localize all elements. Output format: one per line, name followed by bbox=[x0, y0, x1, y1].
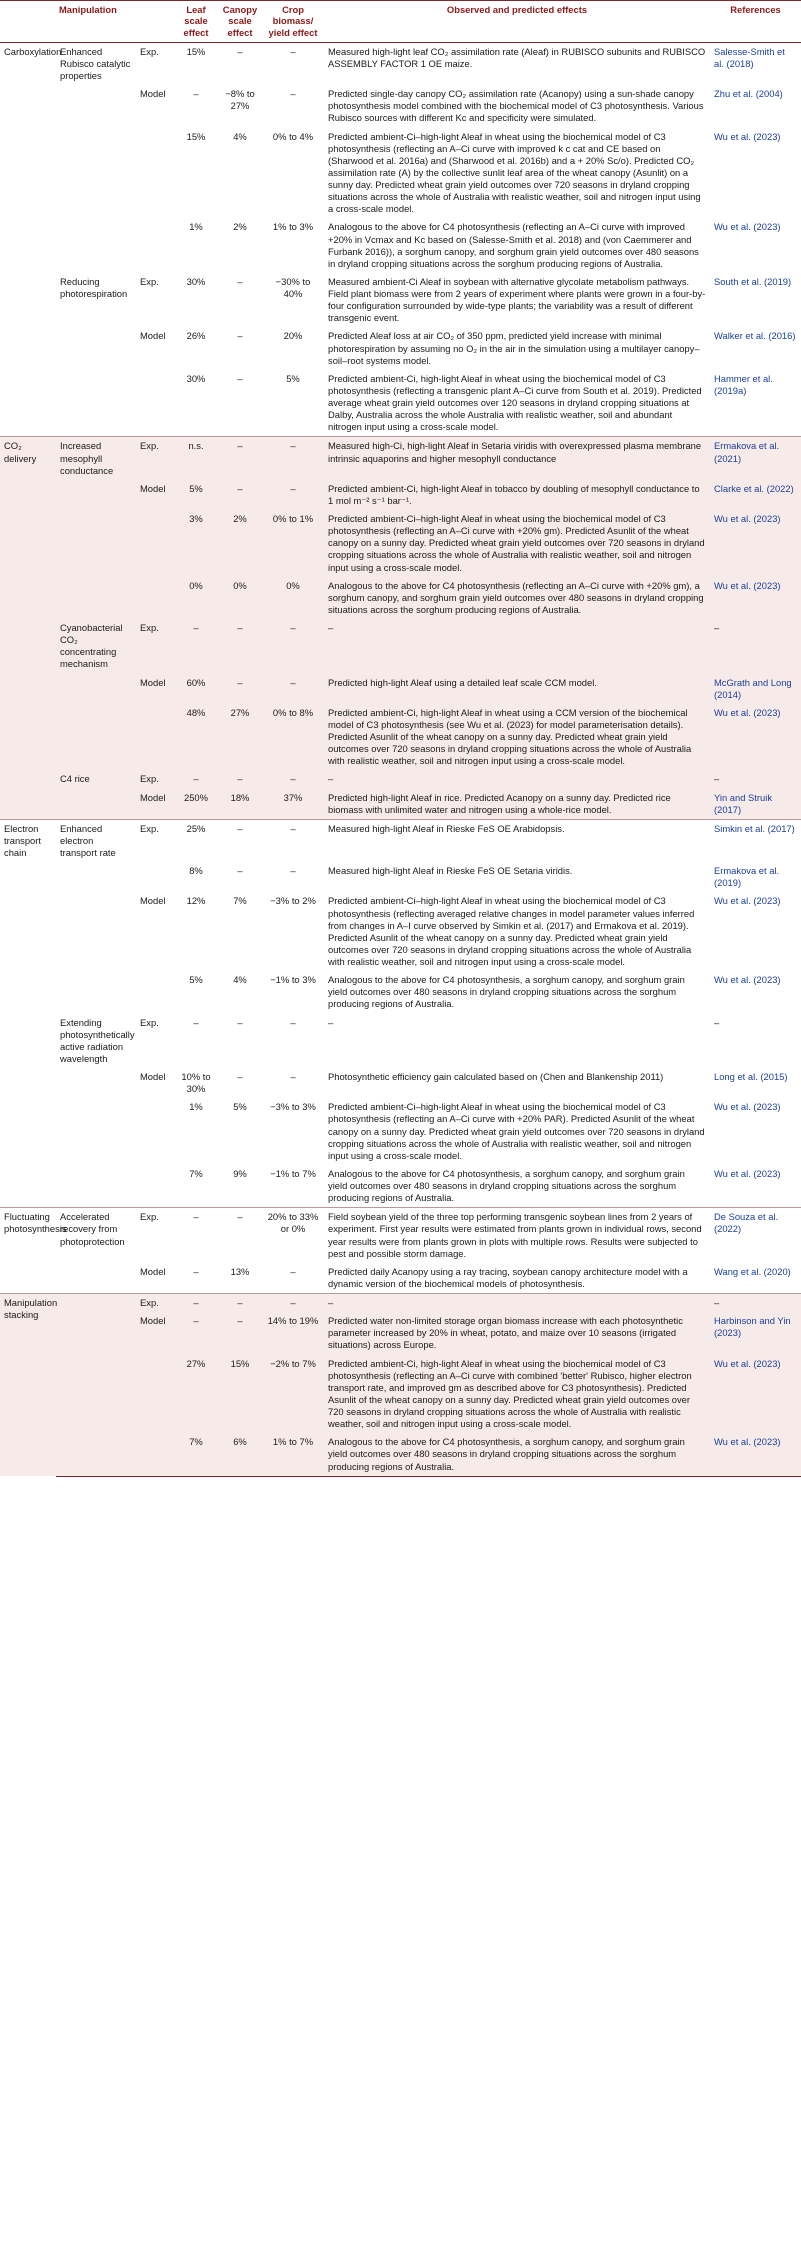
study-type-cell: Model bbox=[136, 789, 174, 820]
table-row bbox=[0, 1263, 801, 1294]
crop-effect-cell: −3% to 2% bbox=[270, 895, 316, 907]
manipulation-cell bbox=[56, 480, 136, 510]
leaf-effect-cell: 30% bbox=[186, 275, 206, 287]
leaf-effect-cell: – bbox=[174, 619, 218, 674]
study-type-cell: Exp. bbox=[136, 437, 174, 480]
canopy-effect-cell: – bbox=[237, 330, 243, 342]
study-type-cell: Exp. bbox=[136, 1294, 174, 1313]
table-row bbox=[0, 128, 801, 219]
canopy-effect-cell: – bbox=[218, 437, 262, 480]
crop-effect-cell: −2% to 7% bbox=[262, 1355, 324, 1434]
study-type-cell bbox=[136, 862, 174, 892]
leaf-effect-cell: 8% bbox=[189, 865, 203, 877]
observed-effect-cell: Predicted Aleaf loss at air CO₂ of 350 ppm, predicted yield increase with minimal photorespiration by assuming no O₂ in the air in the simulation using a multilayer canopy–soil–root systems model. bbox=[328, 330, 700, 366]
canopy-effect-cell: – bbox=[218, 1208, 262, 1263]
canopy-effect-cell: −8% to 27% bbox=[225, 88, 255, 112]
crop-effect-cell: – bbox=[262, 42, 324, 85]
study-type-cell: Model bbox=[140, 88, 166, 100]
leaf-effect-cell: 12% bbox=[186, 895, 206, 907]
crop-effect-cell: 14% to 19% bbox=[262, 1312, 324, 1354]
study-type-cell bbox=[136, 577, 174, 619]
crop-effect-cell: 5% bbox=[286, 372, 300, 384]
study-type-cell bbox=[136, 1433, 174, 1476]
canopy-effect-cell: 4% bbox=[233, 130, 247, 142]
header-category bbox=[0, 1, 56, 43]
manipulation-cell bbox=[56, 674, 136, 704]
table-row bbox=[0, 819, 801, 862]
reference-cell[interactable]: Wu et al. (2023) bbox=[714, 974, 781, 986]
canopy-effect-cell: 7% bbox=[233, 895, 247, 907]
study-type-cell: Exp. bbox=[136, 770, 174, 788]
crop-effect-cell: 37% bbox=[262, 789, 324, 820]
table-row bbox=[0, 577, 801, 619]
table-row bbox=[0, 971, 801, 1013]
study-type-cell bbox=[136, 510, 174, 577]
observed-effect-cell: Measured high-light Aleaf in Rieske FeS OE Arabidopsis. bbox=[324, 819, 710, 862]
reference-cell[interactable]: Wu et al. (2023) bbox=[710, 577, 801, 619]
crop-effect-cell: – bbox=[262, 674, 324, 704]
manipulation-cell bbox=[56, 1165, 136, 1208]
manipulation-cell: Increased mesophyll conductance bbox=[56, 437, 136, 480]
crop-effect-cell: −3% to 3% bbox=[270, 1101, 316, 1113]
canopy-effect-cell: 18% bbox=[218, 789, 262, 820]
reference-cell[interactable]: Wu et al. (2023) bbox=[714, 130, 781, 142]
study-type-cell: Model bbox=[136, 1312, 174, 1354]
canopy-effect-cell: 27% bbox=[218, 704, 262, 771]
table-row bbox=[0, 218, 801, 273]
leaf-effect-cell: 1% bbox=[189, 221, 203, 233]
table-row bbox=[0, 480, 801, 510]
observed-effect-cell: Analogous to the above for C4 photosynthesis, a sorghum canopy, and sorghum grain yield outcomes over 480 seasons in dryland cropping situations across the sorghum producing regions of Australia. bbox=[324, 1433, 710, 1476]
manipulation-cell bbox=[56, 218, 136, 273]
study-type-cell bbox=[136, 1098, 174, 1165]
crop-effect-cell: 20% to 33% or 0% bbox=[262, 1208, 324, 1263]
observed-effect-cell: – bbox=[328, 1016, 334, 1028]
observed-effect-cell: Analogous to the above for C4 photosynthesis, a sorghum canopy, and sorghum grain yield outcomes over 480 seasons in dryland cropping situations across the sorghum producing regions of Australia. bbox=[328, 974, 685, 1010]
crop-effect-cell: – bbox=[290, 88, 296, 100]
canopy-effect-cell: 15% bbox=[218, 1355, 262, 1434]
table-row bbox=[0, 1098, 801, 1165]
table-row bbox=[0, 619, 801, 674]
reference-cell[interactable]: Zhu et al. (2004) bbox=[714, 88, 783, 100]
crop-effect-cell: 1% to 3% bbox=[272, 221, 314, 233]
table-row bbox=[0, 85, 801, 127]
table-row bbox=[0, 1433, 801, 1476]
leaf-effect-cell: – bbox=[174, 770, 218, 788]
manipulation-cell bbox=[56, 1312, 136, 1354]
observed-effect-cell: Predicted single-day canopy CO₂ assimilation rate (Acanopy) using a sun-shade canopy photosynthesis model combined with the biochemical model of C3 photosynthesis. Various Rubisco sources with different Kc and specificity were simulated. bbox=[328, 88, 704, 124]
leaf-effect-cell: 30% bbox=[186, 372, 206, 384]
canopy-effect-cell: – bbox=[218, 619, 262, 674]
table-row bbox=[0, 892, 801, 971]
category-cell: Electron transport chain bbox=[0, 819, 56, 1208]
manipulation-cell: Reducing photorespiration bbox=[60, 275, 128, 300]
study-type-cell: Model bbox=[140, 1265, 166, 1277]
observed-effect-cell: Analogous to the above for C4 photosynthesis (reflecting an A–Ci curve with improved +20% in Vcmax and Kc based on (Salesse-Smith et al. 2018) and (von Caemmerer and Furbank 2016)), a sorghum canopy, and sorghum grain yield outcomes over 480 seasons in dryland cropping situations across the sorghum producing regions of Australia. bbox=[328, 221, 699, 269]
study-type-cell bbox=[136, 1165, 174, 1208]
observed-effect-cell: – bbox=[324, 770, 710, 788]
study-type-cell: Model bbox=[136, 480, 174, 510]
crop-effect-cell: – bbox=[262, 437, 324, 480]
crop-effect-cell: – bbox=[262, 770, 324, 788]
reference-cell[interactable]: Wu et al. (2023) bbox=[710, 1433, 801, 1476]
reference-cell[interactable]: Wu et al. (2023) bbox=[714, 1101, 781, 1113]
observed-effect-cell: Field soybean yield of the three top performing transgenic soybean lines from 2 years of experiment. First year results were estimated from plants grown in individual rows, second year results were from plants grown in plots with multiple rows. Results were subjected to pest and possible storm damage. bbox=[324, 1208, 710, 1263]
observed-effect-cell: Predicted ambient-Ci, high-light Aleaf in wheat using the biochemical model of C3 photosynthesis (reflecting an A–Ci curve with combined 'better' Rubisco, higher electron transport rate, and improved gm as described above for C3 photosynthesis). Predicted Asunlit of the wheat canopy on a sunny day. Predicted wheat grain yield outcomes over 720 seasons in dryland cropping situations across the whole of Australia with realistic weather, soil and nitrogen input using a cross-scale model. bbox=[324, 1355, 710, 1434]
study-type-cell bbox=[136, 704, 174, 771]
canopy-effect-cell: 0% bbox=[218, 577, 262, 619]
observed-effect-cell: Predicted high-light Aleaf using a detailed leaf scale CCM model. bbox=[324, 674, 710, 704]
manipulation-cell bbox=[56, 1098, 136, 1165]
category-cell: Manipulation stacking bbox=[0, 1294, 56, 1477]
canopy-effect-cell: 2% bbox=[233, 221, 247, 233]
crop-effect-cell: 1% to 7% bbox=[262, 1433, 324, 1476]
manipulation-cell bbox=[56, 862, 136, 892]
leaf-effect-cell: – bbox=[193, 1265, 199, 1277]
manipulation-cell bbox=[56, 1433, 136, 1476]
canopy-effect-cell: 2% bbox=[218, 510, 262, 577]
canopy-effect-cell: 4% bbox=[233, 974, 247, 986]
crop-effect-cell: 0% to 1% bbox=[262, 510, 324, 577]
crop-effect-cell: – bbox=[262, 1294, 324, 1313]
canopy-effect-cell: – bbox=[237, 1071, 243, 1083]
reference-cell[interactable]: Wu et al. (2023) bbox=[710, 510, 801, 577]
canopy-effect-cell: – bbox=[218, 480, 262, 510]
leaf-effect-cell: 10% to 30% bbox=[181, 1071, 211, 1095]
reference-cell[interactable]: McGrath and Long (2014) bbox=[710, 674, 801, 704]
manipulation-cell bbox=[56, 370, 136, 437]
leaf-effect-cell: 7% bbox=[174, 1433, 218, 1476]
canopy-effect-cell: – bbox=[237, 1016, 243, 1028]
reference-cell: – bbox=[714, 1016, 720, 1028]
header-leaf-scale: Leaf scale effect bbox=[174, 1, 218, 43]
leaf-effect-cell: 48% bbox=[174, 704, 218, 771]
manipulation-cell bbox=[56, 128, 136, 219]
reference-cell: – bbox=[710, 1294, 801, 1313]
canopy-effect-cell: 9% bbox=[233, 1167, 247, 1179]
canopy-effect-cell: 6% bbox=[218, 1433, 262, 1476]
canopy-effect-cell: – bbox=[218, 674, 262, 704]
observed-effect-cell: Analogous to the above for C4 photosynthesis, a sorghum canopy, and sorghum grain yield outcomes over 480 seasons in dryland cropping situations across the sorghum producing regions of Australia. bbox=[328, 1167, 685, 1204]
observed-effect-cell: Predicted ambient-Ci, high-light Aleaf in tobacco by doubling of mesophyll conductance to 1 mol m⁻² s⁻¹ bar⁻¹. bbox=[324, 480, 710, 510]
table-row bbox=[0, 1208, 801, 1263]
table-row bbox=[0, 1312, 801, 1354]
study-type-cell: Model bbox=[140, 1071, 166, 1083]
manipulation-cell bbox=[56, 1263, 136, 1294]
header-crop-effect: Crop biomass/ yield effect bbox=[262, 1, 324, 43]
table-row bbox=[0, 1355, 801, 1434]
reference-cell[interactable]: Simkin et al. (2017) bbox=[710, 819, 801, 862]
study-type-cell bbox=[136, 128, 174, 219]
table-row bbox=[0, 1294, 801, 1313]
crop-effect-cell: −30% to 40% bbox=[275, 275, 311, 300]
manipulation-cell bbox=[56, 327, 136, 369]
leaf-effect-cell: 25% bbox=[174, 819, 218, 862]
canopy-effect-cell: – bbox=[237, 865, 243, 877]
header-observed-effects: Observed and predicted effects bbox=[324, 1, 710, 43]
crop-effect-cell: −1% to 3% bbox=[270, 974, 316, 986]
observed-effect-cell: Predicted ambient-Ci–high-light Aleaf in wheat using the biochemical model of C3 photosynthesis (reflecting averaged relative changes in model parameter values inferred from changes in A–I curve observed by Simkin et al. (2017) and Ermakova et al. 2019). Predicted Asunlit of the wheat canopy on a sunny day. Predicted wheat grain yield outcomes over 720 seasons in dryland cropping situations across the whole of Australia with realistic weather, soil and nitrogen input using a cross-scale model. bbox=[328, 895, 695, 968]
manipulation-cell bbox=[56, 1355, 136, 1434]
reference-cell[interactable]: Wu et al. (2023) bbox=[714, 221, 781, 233]
table-row bbox=[0, 273, 801, 328]
table-header bbox=[0, 1, 801, 43]
table-row bbox=[0, 1165, 801, 1208]
study-type-cell: Exp. bbox=[140, 275, 159, 287]
manipulation-cell bbox=[56, 577, 136, 619]
study-type-cell bbox=[136, 218, 174, 273]
reference-cell[interactable]: Harbinson and Yin (2023) bbox=[710, 1312, 801, 1354]
manipulation-cell bbox=[56, 1294, 136, 1313]
manipulation-cell bbox=[56, 85, 136, 127]
observed-effect-cell: Predicted daily Acanopy using a ray tracing, soybean canopy architecture model with a dynamic version of the biochemical models of photosynthesis. bbox=[328, 1265, 688, 1289]
reference-cell[interactable]: Wu et al. (2023) bbox=[714, 895, 781, 907]
reference-cell[interactable]: Ermakova et al. (2021) bbox=[710, 437, 801, 480]
table-row bbox=[0, 770, 801, 788]
reference-cell[interactable]: Wu et al. (2023) bbox=[714, 1167, 781, 1179]
table-row bbox=[0, 1068, 801, 1098]
category-cell: Fluctuating photosynthesis bbox=[0, 1208, 56, 1294]
study-type-cell: Model bbox=[140, 330, 166, 342]
observed-effect-cell: Predicted ambient-Ci, high-light Aleaf in wheat using a CCM version of the biochemical model of C3 photosynthesis (see Wu et al. (2023) for model parameterisation details). Predicted Asunlit of the wheat canopy on a sunny day. Predicted wheat grain yield outcomes over 720 seasons in dryland cropping situations across the whole of Australia with realistic weather, soil and nitrogen input using a cross-scale model. bbox=[324, 704, 710, 771]
leaf-effect-cell: – bbox=[174, 1312, 218, 1354]
header-references: References bbox=[710, 1, 801, 43]
leaf-effect-cell: 5% bbox=[174, 480, 218, 510]
canopy-effect-cell: – bbox=[218, 819, 262, 862]
table-row bbox=[0, 704, 801, 771]
table-body bbox=[0, 42, 801, 1476]
study-type-cell bbox=[136, 370, 174, 437]
table-row bbox=[0, 510, 801, 577]
crop-effect-cell: 0% to 8% bbox=[262, 704, 324, 771]
observed-effect-cell: Analogous to the above for C4 photosynthesis (reflecting an A–Ci curve with +20% gm), a sorghum canopy, and sorghum grain yield outcomes over 480 seasons in dryland cropping situations across the sorghum producing regions of Australia. bbox=[324, 577, 710, 619]
observed-effect-cell: Measured high-light leaf CO₂ assimilation rate (Aleaf) in RUBISCO subunits and RUBISCO ASSEMBLY FACTOR 1 OE maize. bbox=[324, 42, 710, 85]
reference-cell[interactable]: South et al. (2019) bbox=[714, 275, 792, 287]
observed-effect-cell: Predicted ambient-Ci–high-light Aleaf in wheat using the biochemical model of C3 photosynthesis (reflecting an A–Ci curve with +20% PAR). Predicted Asunlit of the wheat canopy on a sunny day. Predicted wheat grain yield outcomes over 720 seasons in dryland cropping situations across the whole of Australia with realistic weather, soil and nitrogen input using a cross-scale model. bbox=[328, 1101, 705, 1161]
canopy-effect-cell: – bbox=[237, 372, 243, 384]
reference-cell[interactable]: Wang et al. (2020) bbox=[714, 1265, 791, 1277]
reference-cell[interactable]: Walker et al. (2016) bbox=[714, 330, 796, 342]
study-type-cell: Exp. bbox=[136, 1208, 174, 1263]
canopy-effect-cell: – bbox=[237, 275, 243, 287]
observed-effect-cell: – bbox=[324, 1294, 710, 1313]
observed-effect-cell: Measured high-Ci, high-light Aleaf in Setaria viridis with overexpressed plasma membrane intrinsic aquaporins and higher mesophyll conductance bbox=[324, 437, 710, 480]
leaf-effect-cell: 250% bbox=[174, 789, 218, 820]
observed-effect-cell: Predicted high-light Aleaf in rice. Predicted Acanopy on a sunny day. Predicted rice biomass with unlimited water and nitrogen using a whole-rice model. bbox=[324, 789, 710, 820]
observed-effect-cell: Predicted ambient-Ci–high-light Aleaf in wheat using the biochemical model of C3 photosynthesis (reflecting an A–Ci curve with +20% gm). Predicted Asunlit of the wheat canopy on a sunny day. Predicted wheat grain yield outcomes over 720 seasons in dryland cropping situations across the whole of Australia with realistic weather, soil and nitrogen input using a cross-scale model. bbox=[324, 510, 710, 577]
manipulation-cell bbox=[56, 971, 136, 1013]
table-row bbox=[0, 437, 801, 480]
leaf-effect-cell: – bbox=[193, 1016, 199, 1028]
study-type-cell: Exp. bbox=[136, 619, 174, 674]
manipulation-cell bbox=[56, 510, 136, 577]
header-manipulation: Manipulation bbox=[56, 1, 136, 43]
observed-effect-cell: Predicted ambient-Ci–high-light Aleaf in wheat using the biochemical model of C3 photosynthesis (reflecting an A–Ci curve with improved k c cat and CE based on (Sharwood et al. 2016a) and (Sharwood et al. 2016b) and a + 20% Sc/o). Predicted CO₂ assimilation rate (A) by the collective sunlit leaf area of the wheat canopy (Asunlit) on a sunny day. Predicted wheat grain yield outcomes over 720 seasons in dryland cropping situations across the whole of Australia with realistic weather, soil and nitrogen input using a cross-scale model. bbox=[328, 130, 701, 215]
leaf-effect-cell: n.s. bbox=[174, 437, 218, 480]
reference-cell[interactable]: Clarke et al. (2022) bbox=[710, 480, 801, 510]
reference-cell[interactable]: Hammer et al. (2019a) bbox=[714, 372, 773, 396]
crop-effect-cell: – bbox=[262, 480, 324, 510]
manipulation-cell: Enhanced Rubisco catalytic properties bbox=[56, 42, 136, 85]
header-canopy-scale: Canopy scale effect bbox=[218, 1, 262, 43]
reference-cell[interactable]: Ermakova et al. (2019) bbox=[714, 865, 780, 889]
leaf-effect-cell: – bbox=[193, 88, 199, 100]
canopy-effect-cell: – bbox=[218, 1294, 262, 1313]
leaf-effect-cell: 0% bbox=[174, 577, 218, 619]
crop-effect-cell: – bbox=[290, 1265, 296, 1277]
study-type-cell: Exp. bbox=[136, 819, 174, 862]
manipulation-cell: Enhanced electron transport rate bbox=[56, 819, 136, 862]
crop-effect-cell: – bbox=[290, 865, 296, 877]
manipulation-cell bbox=[56, 892, 136, 971]
crop-effect-cell: 0% to 4% bbox=[272, 130, 314, 142]
canopy-effect-cell: 13% bbox=[230, 1265, 250, 1277]
crop-effect-cell: – bbox=[262, 819, 324, 862]
observed-effect-cell: Predicted water non-limited storage organ biomass increase with each photosynthetic parameter increased by 20% in wheat, potato, and maize over 10 seasons (irrigated situations) across Europe. bbox=[324, 1312, 710, 1354]
leaf-effect-cell: 15% bbox=[174, 42, 218, 85]
canopy-effect-cell: 5% bbox=[233, 1101, 247, 1113]
table-row bbox=[0, 370, 801, 437]
observed-effect-cell: Measured high-light Aleaf in Rieske FeS OE Setaria viridis. bbox=[328, 865, 573, 877]
leaf-effect-cell: 60% bbox=[174, 674, 218, 704]
reference-cell[interactable]: Wu et al. (2023) bbox=[710, 1355, 801, 1434]
leaf-effect-cell: 15% bbox=[186, 130, 206, 142]
reference-cell[interactable]: Yin and Struik (2017) bbox=[710, 789, 801, 820]
leaf-effect-cell: 27% bbox=[174, 1355, 218, 1434]
canopy-effect-cell: – bbox=[218, 1312, 262, 1354]
crop-effect-cell: 20% bbox=[283, 330, 303, 342]
table-row bbox=[0, 1014, 801, 1069]
crop-effect-cell: – bbox=[290, 1071, 296, 1083]
table-row bbox=[0, 674, 801, 704]
manipulation-cell: Accelerated recovery from photoprotection bbox=[56, 1208, 136, 1263]
observed-effect-cell: Photosynthetic efficiency gain calculated based on (Chen and Blankenship 2011) bbox=[328, 1071, 664, 1083]
leaf-effect-cell: 3% bbox=[174, 510, 218, 577]
crop-effect-cell: 0% bbox=[262, 577, 324, 619]
study-type-cell: Exp. bbox=[140, 1016, 159, 1028]
manipulation-cell: Cyanobacterial CO₂ concentrating mechanism bbox=[56, 619, 136, 674]
manipulation-cell bbox=[56, 704, 136, 771]
manipulation-cell bbox=[56, 1068, 136, 1098]
leaf-effect-cell: – bbox=[174, 1208, 218, 1263]
study-type-cell: Model bbox=[140, 895, 166, 907]
observed-effect-cell: Predicted ambient-Ci, high-light Aleaf in wheat using the biochemical model of C3 photosynthesis (reflecting a transgenic plant A–Ci curve from South et al. 2019). Predicted average wheat grain yield outcomes over 120 seasons in dryland cropping situations at Dalby, Australia across the whole Australia with realistic weather, soil and abundant nitrogen input using a cross-scale model. bbox=[328, 372, 702, 433]
observed-effect-cell: – bbox=[324, 619, 710, 674]
manipulation-cell bbox=[56, 789, 136, 820]
reference-cell[interactable]: Wu et al. (2023) bbox=[710, 704, 801, 771]
leaf-effect-cell: 5% bbox=[189, 974, 203, 986]
study-type-cell: Model bbox=[136, 674, 174, 704]
observed-effect-cell: Measured ambient-Ci Aleaf in soybean with alternative glycolate metabolism pathways. Field plant biomass were from 2 years of experiment where plants were grown in a four-by-four configuration surrounded by wide-type plants; the variability was a result of different transgenic event. bbox=[328, 275, 706, 324]
study-type-cell bbox=[136, 1355, 174, 1434]
table-row bbox=[0, 42, 801, 85]
table-row bbox=[0, 862, 801, 892]
crop-effect-cell: – bbox=[290, 1016, 296, 1028]
category-cell: Carboxylation bbox=[0, 42, 56, 437]
manipulation-cell: C4 rice bbox=[56, 770, 136, 788]
leaf-effect-cell: – bbox=[174, 1294, 218, 1313]
leaf-effect-cell: 26% bbox=[186, 330, 206, 342]
canopy-effect-cell: – bbox=[218, 42, 262, 85]
header-kind bbox=[136, 1, 174, 43]
crop-effect-cell: −1% to 7% bbox=[270, 1167, 316, 1179]
reference-cell: – bbox=[710, 770, 801, 788]
reference-cell[interactable]: Salesse-Smith et al. (2018) bbox=[710, 42, 801, 85]
manipulation-cell: Extending photosynthetically active radiation wavelength bbox=[60, 1016, 135, 1064]
reference-cell[interactable]: De Souza et al. (2022) bbox=[710, 1208, 801, 1263]
study-type-cell: Exp. bbox=[136, 42, 174, 85]
reference-cell: – bbox=[710, 619, 801, 674]
category-cell: CO₂ delivery bbox=[0, 437, 56, 819]
leaf-effect-cell: 1% bbox=[189, 1101, 203, 1113]
table-row bbox=[0, 789, 801, 820]
reference-cell[interactable]: Long et al. (2015) bbox=[714, 1071, 788, 1083]
table-row bbox=[0, 327, 801, 369]
crop-effect-cell: – bbox=[262, 619, 324, 674]
leaf-effect-cell: 7% bbox=[189, 1167, 203, 1179]
canopy-effect-cell: – bbox=[218, 770, 262, 788]
study-type-cell bbox=[136, 971, 174, 1013]
